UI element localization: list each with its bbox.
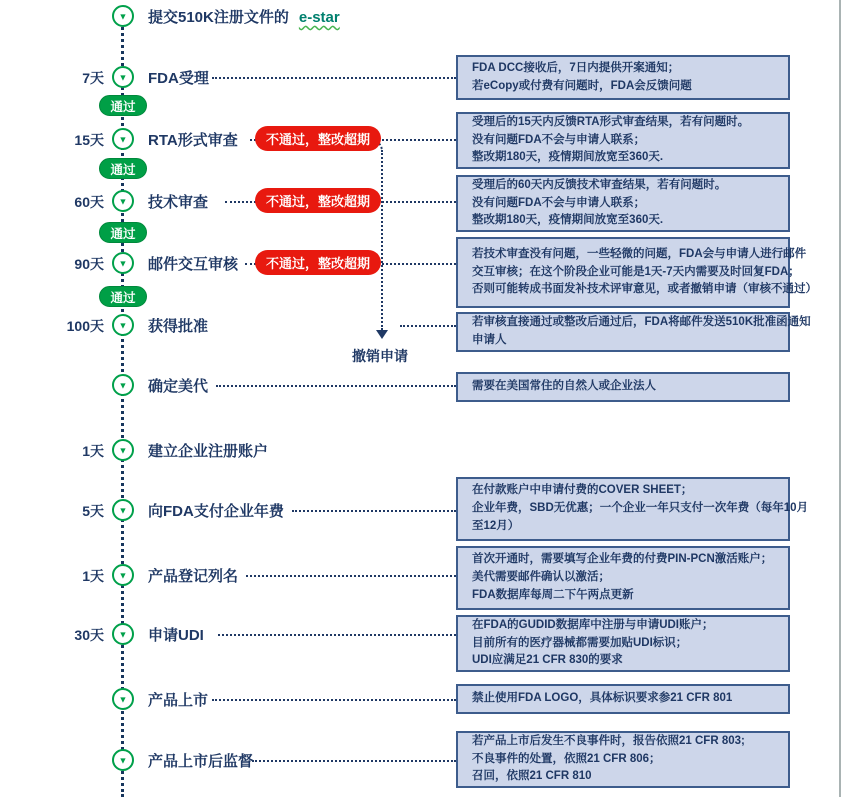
step-connector-line [216, 385, 456, 387]
info-box [456, 112, 790, 169]
step-label-text: 产品上市 [148, 692, 209, 709]
step-label [148, 191, 208, 212]
step-label [148, 624, 204, 645]
step-connector-line [218, 634, 456, 636]
down-triangle-icon: ▼ [118, 258, 128, 268]
info-box-line: 申请人 [472, 334, 507, 346]
step-connector-line [212, 699, 456, 701]
day-label: 7天 [82, 70, 104, 86]
step-label-text: 提交510K注册文件的 [148, 9, 289, 26]
timeline-node-icon [112, 623, 134, 645]
step-label-text: 产品登记列名 [148, 568, 239, 585]
step-label-text: 邮件交互审核 [148, 256, 239, 273]
step-label-text: 技术审查 [148, 194, 209, 211]
down-triangle-icon: ▼ [118, 694, 128, 704]
timeline-node-icon [112, 688, 134, 710]
down-triangle-icon: ▼ [118, 505, 128, 515]
timeline-node-icon [112, 499, 134, 521]
info-box-line: 若审核直接通过或整改后通过后，FDA将邮件发送510K批准函通知 [472, 316, 811, 329]
pass-badge: 通过 [99, 286, 147, 307]
withdraw-label: 撤销申请 [352, 348, 408, 364]
info-box-line: 需要在美国常住的自然人或企业法人 [472, 380, 656, 393]
day-label: 60天 [74, 194, 104, 210]
timeline-node-icon [112, 564, 134, 586]
day-label: 1天 [82, 443, 104, 459]
timeline-node-icon [112, 749, 134, 771]
info-box [456, 477, 809, 541]
withdraw-arrow-icon [376, 330, 388, 339]
step-label [148, 253, 238, 274]
step-label [148, 6, 340, 27]
timeline-node-icon [112, 314, 134, 336]
info-box [456, 312, 811, 352]
page-right-edge [839, 0, 841, 797]
down-triangle-icon: ▼ [118, 445, 128, 455]
down-triangle-icon: ▼ [118, 320, 128, 330]
step-label-highlight: e-star [298, 9, 340, 26]
step-label [148, 315, 208, 336]
info-box-line: 整改期180天，疫情期间放宽至360天. [472, 214, 664, 227]
info-box [456, 175, 790, 232]
pass-badge: 通过 [99, 158, 147, 179]
step-label [148, 440, 268, 461]
step-label-text: 向FDA支付企业年费 [148, 503, 284, 520]
step-connector-line [292, 510, 456, 512]
day-label: 5天 [82, 503, 104, 519]
info-box-line: 至12月） [472, 519, 520, 532]
day-label: 100天 [66, 318, 104, 334]
info-box-line: UDI应满足21 CFR 830的要求 [472, 654, 623, 667]
info-box [456, 372, 790, 402]
step-connector-line [212, 77, 456, 79]
info-box-line: 否则可能转成书面发补技术评审意见，或者撤销申请（审核不通过） [472, 283, 817, 296]
step-label [148, 565, 238, 586]
info-box [456, 731, 790, 788]
step-label [148, 689, 208, 710]
down-triangle-icon: ▼ [118, 755, 128, 765]
step-label-text: 申请UDI [148, 627, 204, 644]
step-label-text: 产品上市后监督 [148, 753, 254, 770]
info-box-line: 美代需要邮件确认以激活； [472, 571, 610, 584]
info-box-line: 首次开通时，需要填写企业年费的付费PIN-PCN激活账户； [472, 553, 773, 566]
step-label [148, 750, 253, 771]
step-label [148, 500, 284, 521]
timeline-node-icon [112, 66, 134, 88]
info-box-line: 受理后的60天内反馈技术审查结果，若有问题时。 [472, 178, 727, 191]
step-connector-line [400, 325, 456, 327]
info-box-line: 没有问题FDA不会与申请人联系； [472, 196, 646, 209]
step-label [148, 67, 209, 88]
info-box-line: 没有问题FDA不会与申请人联系； [472, 133, 646, 146]
info-box-line: 受理后的15天内反馈RTA形式审查结果，若有问题时。 [472, 115, 750, 128]
step-label-text: 确定美代 [148, 378, 209, 395]
day-label: 30天 [74, 627, 104, 643]
info-box [456, 615, 790, 672]
fail-badge: 不通过，整改超期 [255, 250, 381, 275]
info-box-line: FDA数据库每周二下午两点更新 [472, 588, 634, 601]
fail-badge: 不通过，整改超期 [255, 188, 381, 213]
pass-badge: 通过 [99, 222, 147, 243]
timeline-node-icon [112, 190, 134, 212]
withdraw-branch-line [381, 150, 383, 330]
step-connector-line [246, 575, 456, 577]
step-label-text: 建立企业注册账户 [148, 443, 269, 460]
down-triangle-icon: ▼ [118, 570, 128, 580]
info-box-line: FDA DCC接收后，7日内提供开案通知； [472, 61, 680, 74]
step-label-text: FDA受理 [148, 70, 209, 87]
info-box-line: 目前所有的医疗器械都需要加贴UDI标识； [472, 636, 688, 649]
info-box-line: 整改期180天，疫情期间放宽至360天. [472, 151, 664, 164]
info-box-line: 不良事件的处置，依照21 CFR 806； [472, 752, 661, 765]
info-box-line: 在付款账户中申请付费的COVER SHEET； [472, 484, 693, 497]
day-label: 1天 [82, 568, 104, 584]
step-label [148, 129, 238, 150]
pass-badge: 通过 [99, 95, 147, 116]
down-triangle-icon: ▼ [118, 629, 128, 639]
info-box-line: 若技术审查没有问题，一些轻微的问题，FDA会与申请人进行邮件 [472, 247, 807, 260]
day-label: 90天 [74, 256, 104, 272]
info-box-line: 交互审核；在这个阶段企业可能是1天-7天内需要及时回复FDA； [472, 265, 800, 278]
down-triangle-icon: ▼ [118, 11, 128, 21]
timeline-node-icon [112, 128, 134, 150]
info-box [456, 55, 790, 100]
timeline-node-icon [112, 439, 134, 461]
info-box [456, 546, 790, 610]
down-triangle-icon: ▼ [118, 380, 128, 390]
info-box [456, 684, 790, 714]
fail-badge: 不通过，整改超期 [255, 126, 381, 151]
info-box [456, 237, 817, 308]
step-label-text: RTA形式审查 [148, 132, 238, 149]
day-label: 15天 [74, 132, 104, 148]
down-triangle-icon: ▼ [118, 72, 128, 82]
info-box-line: 在FDA的GUDID数据库中注册与申请UDI账户； [472, 618, 714, 631]
timeline-node-icon [112, 5, 134, 27]
step-label [148, 375, 208, 396]
info-box-line: 若eCopy或付费有问题时，FDA会反馈问题 [472, 79, 692, 92]
down-triangle-icon: ▼ [118, 196, 128, 206]
step-connector-line [252, 760, 456, 762]
info-box-line: 若产品上市后发生不良事件时，报告依照21 CFR 803; [472, 734, 745, 747]
info-box-line: 企业年费，SBD无优惠；一个企业一年只支付一次年费（每年10月 [472, 502, 809, 515]
down-triangle-icon: ▼ [118, 134, 128, 144]
info-box-line: 禁止使用FDA LOGO，具体标识要求参21 CFR 801 [472, 692, 733, 705]
timeline-node-icon [112, 252, 134, 274]
timeline-node-icon [112, 374, 134, 396]
step-label-text: 获得批准 [148, 318, 209, 335]
info-box-line: 召回，依照21 CFR 810 [472, 770, 592, 783]
